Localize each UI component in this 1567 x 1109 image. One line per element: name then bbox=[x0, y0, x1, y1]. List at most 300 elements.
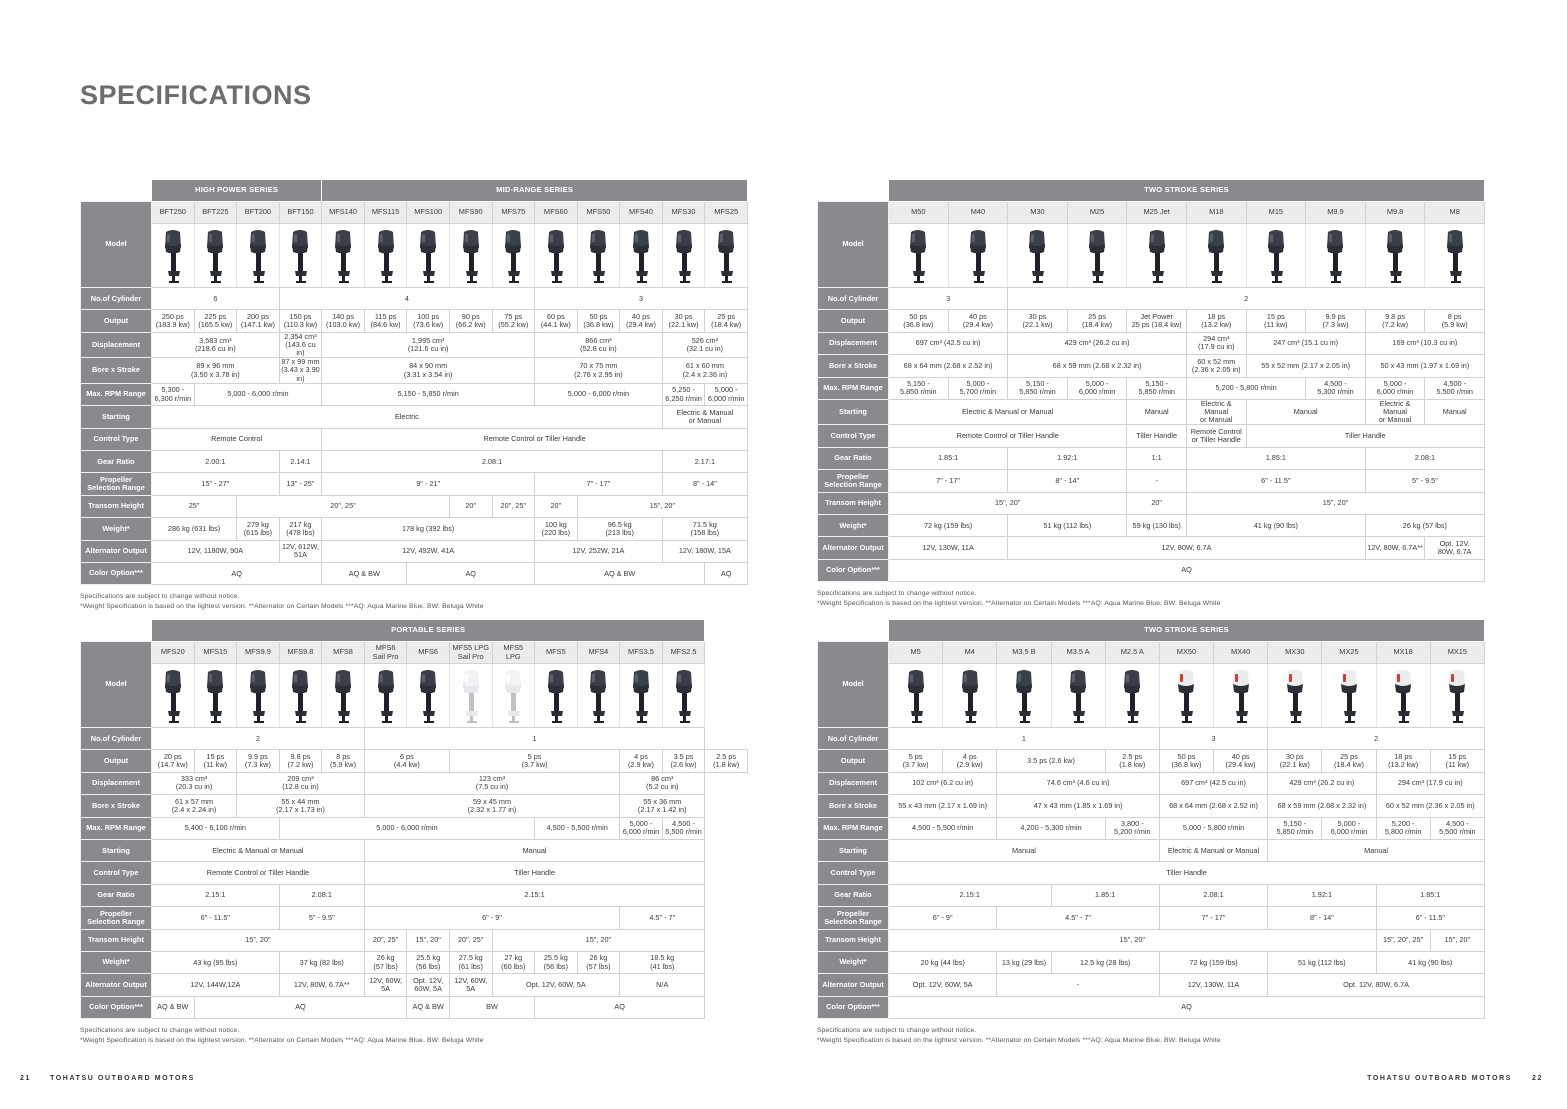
model-image bbox=[662, 664, 705, 728]
spec-row-max-rpm bbox=[81, 383, 748, 405]
spec-row-starting bbox=[81, 406, 748, 428]
spec-cell: 3.5 ps (2.6 kw) bbox=[997, 750, 1105, 772]
spec-cell: 9" - 21" bbox=[322, 473, 535, 495]
row-label: Propeller Selection Range bbox=[818, 470, 889, 492]
outboard-motor-icon bbox=[544, 228, 568, 284]
model-image bbox=[1425, 224, 1485, 288]
brand-footer-right: TOHATSU OUTBOARD MOTORS bbox=[1367, 1075, 1512, 1082]
model-name: M15 bbox=[1246, 202, 1306, 224]
spec-cell: AQ bbox=[889, 996, 1485, 1018]
spec-cell: 100 kg (220 lbs) bbox=[535, 518, 578, 540]
spec-cell: 247 cm³ (15.1 cu in) bbox=[1246, 332, 1365, 354]
spec-cell: 3,583 cm³ (218.6 cu in) bbox=[152, 332, 280, 358]
spec-cell: 6" - 11.5" bbox=[152, 907, 280, 929]
model-image bbox=[279, 224, 322, 288]
model-name: MFS40 bbox=[620, 202, 663, 224]
spec-cell: 866 cm³ (52.8 cu in) bbox=[535, 332, 663, 358]
model-name: M25 Jet bbox=[1127, 202, 1187, 224]
spec-cell: 217 kg (478 lbs) bbox=[279, 518, 322, 540]
spec-cell: 27 kg (60 lbs) bbox=[492, 951, 535, 973]
series-header: MID-RANGE SERIES bbox=[322, 180, 748, 202]
model-image bbox=[194, 224, 237, 288]
spec-cell: 2.5 ps (1.8 kw) bbox=[1105, 750, 1159, 772]
outboard-motor-icon bbox=[629, 668, 653, 724]
model-image bbox=[364, 664, 407, 728]
row-label: Transom Height bbox=[81, 929, 152, 951]
model-name: M25 bbox=[1067, 202, 1127, 224]
series-header: TWO STROKE SERIES bbox=[889, 180, 1485, 202]
spec-cell: Opt. 12V, 60W, 5A bbox=[889, 974, 997, 996]
blank-cell bbox=[818, 180, 889, 202]
row-label: Color Option*** bbox=[81, 996, 152, 1018]
row-label: Propeller Selection Range bbox=[818, 907, 889, 929]
spec-cell: 72 kg (159 lbs) bbox=[889, 515, 1008, 537]
model-name: MFS3.5 bbox=[620, 642, 663, 664]
spec-cell: 5,150 - 5,850 r/min bbox=[889, 377, 949, 399]
spec-cell: 30 ps (22.1 kw) bbox=[1268, 750, 1322, 772]
model-name: MFS6 Sail Pro bbox=[364, 642, 407, 664]
spec-row-starting bbox=[81, 839, 748, 861]
spec-cell: 5,000 - 6,000 r/min bbox=[279, 817, 534, 839]
spec-cell: N/A bbox=[620, 974, 705, 996]
spec-cell: AQ bbox=[535, 996, 705, 1018]
spec-cell: 140 ps (103.0 kw) bbox=[322, 310, 365, 332]
spec-block-two-stroke-1 bbox=[817, 179, 1485, 609]
row-label: Gear Ratio bbox=[81, 884, 152, 906]
outboard-motor-icon bbox=[1445, 668, 1469, 724]
spec-cell: 12V, 80W, 6.7A bbox=[1008, 537, 1366, 559]
row-label: Max. RPM Range bbox=[818, 377, 889, 399]
spec-cell: 5,000 - 5,700 r/min bbox=[948, 377, 1008, 399]
spec-cell: 5,150 - 5,850 r/min bbox=[1268, 817, 1322, 839]
spec-cell: 68 x 59 mm (2.68 x 2.32 in) bbox=[1268, 795, 1376, 817]
spec-cell: Remote Control or Tiller Handle bbox=[889, 425, 1127, 447]
model-image bbox=[152, 664, 195, 728]
spec-row-max-rpm bbox=[818, 377, 1485, 399]
spec-cell: 84 x 90 mm (3.31 x 3.54 in) bbox=[322, 358, 535, 384]
outboard-motor-icon bbox=[1283, 668, 1307, 724]
spec-cell: 15", 20" bbox=[152, 929, 365, 951]
model-image bbox=[1105, 664, 1159, 728]
spec-cell: 697 cm³ (42.5 cu in) bbox=[1159, 772, 1267, 794]
outboard-motor-icon bbox=[586, 668, 610, 724]
spec-row-gear-ratio bbox=[818, 884, 1485, 906]
spec-row-alternator-output bbox=[818, 537, 1485, 559]
outboard-motor-icon bbox=[374, 668, 398, 724]
row-label: Displacement bbox=[81, 772, 152, 794]
spec-cell: 37 kg (82 lbs) bbox=[279, 951, 364, 973]
spec-cell: 250 ps (183.9 kw) bbox=[152, 310, 195, 332]
spec-cell: Electric & Manual or Manual bbox=[1159, 839, 1267, 861]
spec-cell: 41 kg (90 lbs) bbox=[1186, 515, 1365, 537]
spec-cell: 6" - 11.5" bbox=[1186, 470, 1365, 492]
spec-cell: 12V, 80W, 6.7A** bbox=[1365, 537, 1425, 559]
spec-cell: 20" bbox=[535, 495, 578, 517]
spec-cell: 5,250 - 6,250 r/min bbox=[662, 383, 705, 405]
model-name: MX15 bbox=[1430, 642, 1484, 664]
spec-block-high-power-mid-range bbox=[80, 179, 748, 612]
model-name: MFS115 bbox=[364, 202, 407, 224]
spec-cell: 279 kg (615 lbs) bbox=[237, 518, 280, 540]
spec-cell: Remote Control or Tiller Handle bbox=[152, 862, 365, 884]
model-image bbox=[152, 224, 195, 288]
outboard-motor-icon bbox=[1025, 228, 1049, 284]
outboard-motor-icon bbox=[1145, 228, 1169, 284]
model-name: MFS50 bbox=[577, 202, 620, 224]
spec-table bbox=[80, 619, 748, 1019]
spec-cell: Electric & Manual or Manual bbox=[1365, 399, 1425, 425]
spec-row-alternator-output bbox=[81, 540, 748, 562]
spec-cell: 12V, 80W, 6.7A** bbox=[279, 974, 364, 996]
spec-cell: 27.5 kg (61 lbs) bbox=[449, 951, 492, 973]
model-image bbox=[237, 224, 280, 288]
spec-cell: 2.15:1 bbox=[364, 884, 705, 906]
outboard-motor-icon bbox=[288, 228, 312, 284]
spec-cell: Manual bbox=[1425, 399, 1485, 425]
row-label: Output bbox=[818, 310, 889, 332]
spec-cell: 20" bbox=[449, 495, 492, 517]
model-image bbox=[1008, 224, 1068, 288]
row-label: Control Type bbox=[818, 425, 889, 447]
spec-cell: 2.08:1 bbox=[1365, 447, 1484, 469]
spec-cell: Electric & Manual or Manual bbox=[889, 399, 1127, 425]
spec-row-cylinder bbox=[818, 728, 1485, 750]
outboard-motor-icon bbox=[1012, 668, 1036, 724]
spec-row-output bbox=[81, 310, 748, 332]
model-image bbox=[492, 224, 535, 288]
spec-cell: 13 kg (29 lbs) bbox=[997, 951, 1051, 973]
row-label: Alternator Output bbox=[818, 537, 889, 559]
outboard-motor-icon bbox=[459, 228, 483, 284]
spec-cell: 5,150 - 5,850 r/min bbox=[322, 383, 535, 405]
row-label: Control Type bbox=[81, 862, 152, 884]
spec-cell: 1.85:1 bbox=[1186, 447, 1365, 469]
spec-cell: 429 cm³ (26.2 cu in) bbox=[1008, 332, 1187, 354]
model-name: MX40 bbox=[1214, 642, 1268, 664]
spec-cell: 96.5 kg (213 lbs) bbox=[577, 518, 662, 540]
spec-row-cylinder bbox=[818, 288, 1485, 310]
model-name: MX18 bbox=[1376, 642, 1430, 664]
row-label: Displacement bbox=[818, 772, 889, 794]
spec-row-control-type bbox=[81, 862, 748, 884]
spec-cell: 3 bbox=[535, 288, 748, 310]
spec-row-max-rpm bbox=[818, 817, 1485, 839]
model-name: MFS100 bbox=[407, 202, 450, 224]
spec-cell: 15", 20" bbox=[492, 929, 705, 951]
spec-cell: 3,800 - 5,200 r/min bbox=[1105, 817, 1159, 839]
spec-cell: 5,400 - 6,100 r/min bbox=[152, 817, 280, 839]
spec-cell: 6 bbox=[152, 288, 280, 310]
spec-cell: 30 ps (22.1 kw) bbox=[662, 310, 705, 332]
model-image bbox=[364, 224, 407, 288]
spec-row-propeller-range bbox=[81, 473, 748, 495]
spec-cell: 15", 20" bbox=[889, 492, 1127, 514]
spec-cell: 59 x 45 mm (2.32 x 1.77 in) bbox=[364, 795, 619, 817]
spec-notes bbox=[80, 592, 748, 612]
spec-row-transom-height bbox=[818, 492, 1485, 514]
spec-cell: AQ bbox=[194, 996, 407, 1018]
spec-cell: 70 x 75 mm (2.76 x 2.95 in) bbox=[535, 358, 663, 384]
row-label: Color Option*** bbox=[818, 559, 889, 581]
spec-row-cylinder bbox=[81, 728, 748, 750]
blank-cell bbox=[81, 620, 152, 642]
model-image bbox=[1127, 224, 1187, 288]
spec-cell: 25.5 kg (56 lbs) bbox=[407, 951, 450, 973]
series-header: PORTABLE SERIES bbox=[152, 620, 705, 642]
spec-cell: Opt. 12V, 60W, 5A bbox=[492, 974, 620, 996]
spec-cell: 26 kg (57 lbs) bbox=[1365, 515, 1484, 537]
spec-cell: 87 x 99 mm (3.43 x 3.90 in) bbox=[279, 358, 322, 384]
outboard-motor-icon bbox=[246, 668, 270, 724]
spec-cell: 20 kg (44 lbs) bbox=[889, 951, 997, 973]
spec-cell: Electric & Manual or Manual bbox=[152, 839, 365, 861]
spec-cell: 2,354 cm³ (143.6 cu in) bbox=[279, 332, 322, 358]
spec-row-control-type bbox=[818, 425, 1485, 447]
spec-cell: 20 ps (14.7 kw) bbox=[152, 750, 195, 772]
spec-cell: Tiller Handle bbox=[889, 862, 1485, 884]
spec-cell: 5,000 - 6,000 r/min bbox=[1322, 817, 1376, 839]
spec-cell: 5,000 - 6,000 r/min bbox=[705, 383, 748, 405]
row-label: Alternator Output bbox=[818, 974, 889, 996]
outboard-motor-icon bbox=[1391, 668, 1415, 724]
model-image bbox=[1306, 224, 1366, 288]
spec-cell: 3 bbox=[1159, 728, 1267, 750]
spec-cell: 20", 25" bbox=[449, 929, 492, 951]
model-name: BFT200 bbox=[237, 202, 280, 224]
model-image bbox=[322, 664, 365, 728]
outboard-motor-icon bbox=[459, 668, 483, 724]
model-name: MFS25 bbox=[705, 202, 748, 224]
spec-cell: 4.5" - 7" bbox=[997, 907, 1160, 929]
page-number-left: 21 bbox=[20, 1075, 31, 1082]
blank-cell bbox=[818, 620, 889, 642]
model-image bbox=[705, 224, 748, 288]
spec-cell: 25.5 kg (56 lbs) bbox=[535, 951, 578, 973]
row-label: Bore x Stroke bbox=[81, 795, 152, 817]
spec-row-weight bbox=[81, 518, 748, 540]
spec-cell: AQ & BW bbox=[322, 562, 407, 584]
model-name: BFT150 bbox=[279, 202, 322, 224]
spec-cell: 50 ps (36.8 kw) bbox=[889, 310, 949, 332]
spec-cell: 286 kg (631 lbs) bbox=[152, 518, 237, 540]
outboard-motor-icon bbox=[1443, 228, 1467, 284]
spec-cell: 4.5" - 7" bbox=[620, 907, 705, 929]
spec-cell: 2.14:1 bbox=[279, 450, 322, 472]
spec-cell: Electric & Manual or Manual bbox=[662, 406, 747, 428]
row-label: Color Option*** bbox=[818, 996, 889, 1018]
row-label: Control Type bbox=[818, 862, 889, 884]
row-label: Weight* bbox=[81, 951, 152, 973]
model-name: M18 bbox=[1186, 202, 1246, 224]
spec-row-propeller-range bbox=[818, 470, 1485, 492]
spec-cell: 55 x 36 mm (2.17 x 1.42 in) bbox=[620, 795, 705, 817]
row-label: Gear Ratio bbox=[818, 884, 889, 906]
spec-row-alternator-output bbox=[81, 974, 748, 996]
spec-cell: 2 bbox=[152, 728, 365, 750]
spec-cell: 50 ps (36.8 kw) bbox=[577, 310, 620, 332]
row-label: Output bbox=[81, 750, 152, 772]
model-image bbox=[449, 664, 492, 728]
outboard-motor-icon bbox=[672, 228, 696, 284]
row-label: Control Type bbox=[81, 428, 152, 450]
row-label: Color Option*** bbox=[81, 562, 152, 584]
row-label: Transom Height bbox=[818, 492, 889, 514]
outboard-motor-icon bbox=[966, 228, 990, 284]
spec-cell: 1.85:1 bbox=[1051, 884, 1159, 906]
spec-cell: 12.5 kg (28 lbs) bbox=[1051, 951, 1159, 973]
model-image bbox=[535, 224, 578, 288]
spec-cell: 12V, 252W, 21A bbox=[535, 540, 663, 562]
spec-cell: 60 ps (44.1 kw) bbox=[535, 310, 578, 332]
spec-cell: 102 cm³ (6.2 cu in) bbox=[889, 772, 997, 794]
outboard-motor-icon bbox=[288, 668, 312, 724]
spec-cell: 68 x 64 mm (2.68 x 2.52 in) bbox=[1159, 795, 1267, 817]
row-label: Weight* bbox=[81, 518, 152, 540]
outboard-motor-icon bbox=[501, 228, 525, 284]
row-label: Transom Height bbox=[81, 495, 152, 517]
spec-cell: 7" - 17" bbox=[535, 473, 663, 495]
model-image bbox=[237, 664, 280, 728]
spec-row-color-option bbox=[818, 559, 1485, 581]
model-image bbox=[1214, 664, 1268, 728]
spec-cell: 41 kg (90 lbs) bbox=[1376, 951, 1484, 973]
model-name: MFS90 bbox=[449, 202, 492, 224]
spec-cell: 200 ps (147.1 kw) bbox=[237, 310, 280, 332]
model-image bbox=[943, 664, 997, 728]
spec-cell: 5,150 - 5,850 r/min bbox=[1127, 377, 1187, 399]
spec-cell: 55 x 43 mm (2.17 x 1.69 in) bbox=[889, 795, 997, 817]
outboard-motor-icon bbox=[1085, 228, 1109, 284]
spec-row-color-option bbox=[818, 996, 1485, 1018]
model-image bbox=[948, 224, 1008, 288]
spec-cell: 20" bbox=[1127, 492, 1187, 514]
spec-row-gear-ratio bbox=[818, 447, 1485, 469]
note-line: *Weight Specification is based on the lightest version. **Alternator on Certain Models ***AQ: Aqua Marine Blue, BW: Beluga White bbox=[80, 1036, 484, 1044]
row-label: Bore x Stroke bbox=[81, 358, 152, 384]
spec-cell: 18.5 kg (41 lbs) bbox=[620, 951, 705, 973]
spec-row-displacement bbox=[818, 332, 1485, 354]
spec-cell: 15", 20" bbox=[407, 929, 450, 951]
spec-row-cylinder bbox=[81, 288, 748, 310]
spec-cell: 4 ps (2.9 kw) bbox=[620, 750, 663, 772]
blank-cell bbox=[81, 180, 152, 202]
model-image bbox=[662, 224, 705, 288]
spec-cell: 6" - 11.5" bbox=[1376, 907, 1484, 929]
outboard-motor-icon bbox=[1383, 228, 1407, 284]
spec-row-bore-stroke bbox=[818, 795, 1485, 817]
spec-cell: 40 ps (29.4 kw) bbox=[1214, 750, 1268, 772]
spec-cell: AQ bbox=[889, 559, 1485, 581]
spec-cell: 47 x 43 mm (1.85 x 1.69 in) bbox=[997, 795, 1160, 817]
spec-row-max-rpm bbox=[81, 817, 748, 839]
spec-cell: 15 ps (11 kw) bbox=[1246, 310, 1306, 332]
spec-row-weight bbox=[818, 951, 1485, 973]
spec-cell: 26 kg (57 lbs) bbox=[364, 951, 407, 973]
outboard-motor-icon bbox=[161, 228, 185, 284]
model-image bbox=[577, 664, 620, 728]
spec-cell: Tiller Handle bbox=[1127, 425, 1187, 447]
row-label: Displacement bbox=[818, 332, 889, 354]
page-number-right: 22 bbox=[1532, 1075, 1543, 1082]
spec-cell: 6" - 9" bbox=[889, 907, 997, 929]
spec-cell: 74.6 cm³ (4.6 cu in) bbox=[997, 772, 1160, 794]
spec-cell: Manual bbox=[1246, 399, 1365, 425]
model-name: M8 bbox=[1425, 202, 1485, 224]
spec-cell: 90 ps (66.2 kw) bbox=[449, 310, 492, 332]
outboard-motor-icon bbox=[672, 668, 696, 724]
outboard-motor-icon bbox=[904, 668, 928, 724]
spec-row-starting bbox=[818, 839, 1485, 861]
model-name: MX25 bbox=[1322, 642, 1376, 664]
spec-cell: 61 x 60 mm (2.4 x 2.36 in) bbox=[662, 358, 747, 384]
model-image bbox=[889, 664, 943, 728]
spec-cell: Manual bbox=[889, 839, 1160, 861]
page-title: SPECIFICATIONS bbox=[80, 80, 312, 110]
spec-cell: Electric & Manual or Manual bbox=[1186, 399, 1246, 425]
spec-cell: 4,500 - 5,300 r/min bbox=[1306, 377, 1366, 399]
spec-cell: 26 kg (57 lbs) bbox=[577, 951, 620, 973]
spec-cell: 5,000 - 6,000 r/min bbox=[535, 383, 663, 405]
model-image bbox=[1159, 664, 1213, 728]
spec-row-color-option bbox=[81, 996, 748, 1018]
spec-block-two-stroke-2 bbox=[817, 619, 1485, 1046]
spec-row-bore-stroke bbox=[81, 358, 748, 384]
spec-cell: 6 ps (4.4 kw) bbox=[364, 750, 449, 772]
spec-cell: 8 ps (5.9 kw) bbox=[322, 750, 365, 772]
spec-cell: Opt. 12V, 80W, 6.7A bbox=[1425, 537, 1485, 559]
spec-cell: 5,000 - 6,000 r/min bbox=[1067, 377, 1127, 399]
spec-cell: 225 ps (165.5 kw) bbox=[194, 310, 237, 332]
spec-cell: 294 cm³ (17.9 cu in) bbox=[1376, 772, 1484, 794]
spec-cell: Opt. 12V, 60W, 5A bbox=[407, 974, 450, 996]
model-name: MFS20 bbox=[152, 642, 195, 664]
spec-cell: 123 cm³ (7.5 cu in) bbox=[364, 772, 619, 794]
spec-cell: 150 ps (110.3 kw) bbox=[279, 310, 322, 332]
spec-cell: 5,000 - 6,000 r/min bbox=[620, 817, 663, 839]
model-image bbox=[1430, 664, 1484, 728]
spec-row-bore-stroke bbox=[818, 355, 1485, 377]
spec-cell: 100 ps (73.6 kw) bbox=[407, 310, 450, 332]
row-label: No.of Cylinder bbox=[81, 288, 152, 310]
model-name: MFS2.5 bbox=[662, 642, 705, 664]
spec-cell: - bbox=[997, 974, 1160, 996]
outboard-motor-icon bbox=[161, 668, 185, 724]
spec-cell: 4,500 - 5,500 r/min bbox=[662, 817, 705, 839]
spec-cell: 5,000 - 5,800 r/min bbox=[1159, 817, 1267, 839]
spec-cell: 3 bbox=[889, 288, 1008, 310]
spec-cell: 15", 20", 25" bbox=[1376, 929, 1430, 951]
spec-cell: 15", 20" bbox=[577, 495, 747, 517]
spec-row-weight bbox=[81, 951, 748, 973]
spec-cell: Jet Power 25 ps (18.4 kw) bbox=[1127, 310, 1187, 332]
spec-cell: Tiller Handle bbox=[1246, 425, 1484, 447]
spec-cell: 55 x 52 mm (2.17 x 2.05 in) bbox=[1246, 355, 1365, 377]
spec-cell: 526 cm³ (32.1 cu in) bbox=[662, 332, 747, 358]
outboard-motor-icon bbox=[416, 668, 440, 724]
note-line: *Weight Specification is based on the lightest version. **Alternator on Certain Models ***AQ: Aqua Marine Blue, BW: Beluga White bbox=[817, 600, 1221, 608]
row-label: Bore x Stroke bbox=[818, 355, 889, 377]
spec-cell: 5,200 - 5,800 r/min bbox=[1186, 377, 1305, 399]
spec-row-transom-height bbox=[818, 929, 1485, 951]
spec-row-output bbox=[818, 310, 1485, 332]
model-name: MFS8 bbox=[322, 642, 365, 664]
model-name: MFS75 bbox=[492, 202, 535, 224]
spec-cell: 12V, 612W, 51A bbox=[279, 540, 322, 562]
model-image bbox=[535, 664, 578, 728]
outboard-motor-icon bbox=[714, 228, 738, 284]
spec-cell: 12V, 180W, 15A bbox=[662, 540, 747, 562]
spec-cell: Manual bbox=[364, 839, 705, 861]
